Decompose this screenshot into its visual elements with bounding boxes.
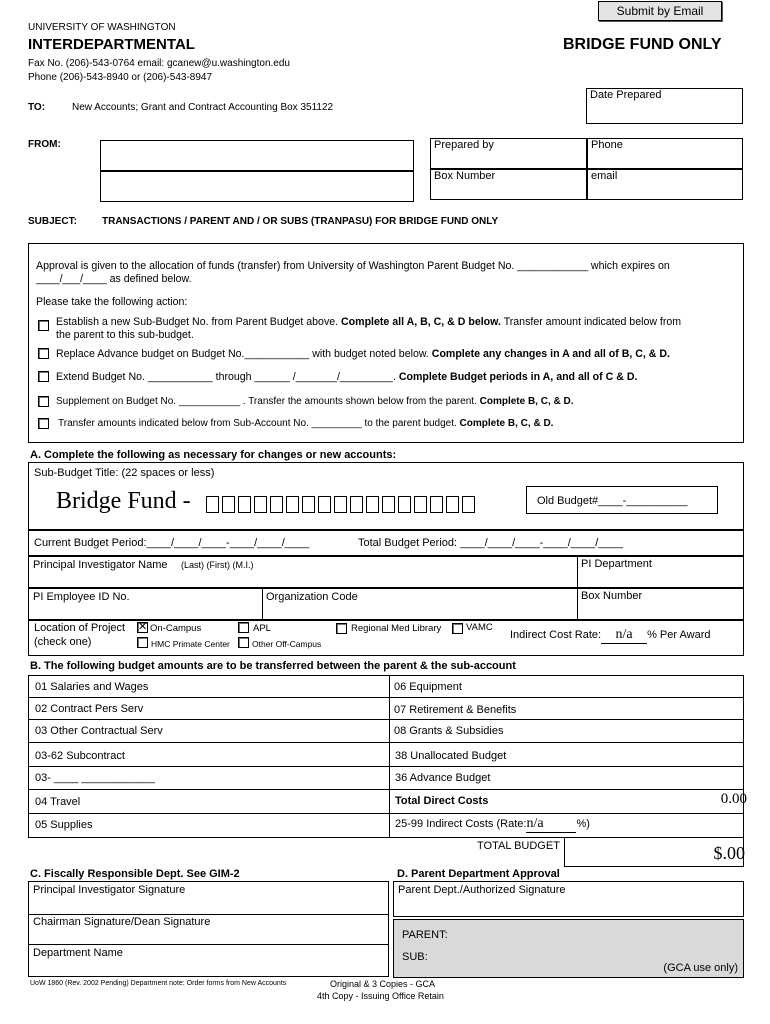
- budget-left-label: 04 Travel: [35, 796, 81, 808]
- gca-use-box: [393, 919, 744, 978]
- budget-right-cell[interactable]: [389, 766, 744, 790]
- date-prepared-field[interactable]: [586, 88, 743, 124]
- pi-signature-label: Principal Investigator Signature: [33, 884, 186, 896]
- total-direct-costs-label: Total Direct Costs: [395, 795, 489, 807]
- approval-line1: Approval is given to the allocation of funds (transfer) from University of Washington Parent Budget No. ____________ which expires on: [36, 260, 670, 272]
- budget-right-cell[interactable]: [389, 719, 744, 743]
- section-a-title: A. Complete the following as necessary for changes or new accounts:: [30, 449, 397, 461]
- hmc-checkbox[interactable]: [137, 637, 148, 648]
- action-extend-text: [56, 371, 637, 383]
- parent-signature-field[interactable]: [393, 881, 744, 917]
- action-establish-c: Transfer amount indicated below from: [500, 316, 682, 328]
- chairman-signature-label: Chairman Signature/Dean Signature: [33, 916, 211, 928]
- action-establish-a: Establish a new Sub-Budget No. from Parent Budget above.: [56, 316, 342, 328]
- pi-department-label: PI Department: [581, 558, 652, 570]
- sub-budget-title-label: Sub-Budget Title: (22 spaces or less): [34, 467, 215, 479]
- to-value: New Accounts; Grant and Contract Accounting Box 351122: [72, 102, 334, 113]
- email-field[interactable]: [587, 169, 743, 200]
- char-box[interactable]: [398, 496, 411, 513]
- sub-budget-char-boxes[interactable]: [206, 496, 476, 513]
- action-extend-b: Complete Budget periods in A, and all of C & D.: [398, 371, 638, 383]
- indirect-costs-rate[interactable]: n/a: [526, 816, 576, 833]
- char-box[interactable]: [206, 496, 219, 513]
- char-box[interactable]: [302, 496, 315, 513]
- action-establish-text-2: the parent to this sub-budget.: [56, 329, 194, 341]
- action-supplement-text: [56, 396, 574, 407]
- budget-left-cell[interactable]: [28, 675, 390, 698]
- action-replace-a: Replace Advance budget on Budget No.___________ with budget noted below.: [56, 348, 432, 360]
- budget-right-cell[interactable]: [389, 697, 744, 720]
- budget-right-cell[interactable]: [389, 742, 744, 767]
- action-establish-b: Complete all A, B, C, & D below.: [341, 316, 501, 328]
- char-box[interactable]: [222, 496, 235, 513]
- char-box[interactable]: [254, 496, 267, 513]
- action-replace-b: Complete any changes in A and all of B, C, & D.: [431, 348, 670, 360]
- action-supplement-checkbox[interactable]: [38, 396, 49, 407]
- submit-by-email-button[interactable]: Submit by Email: [598, 1, 722, 21]
- total-direct-costs-cell[interactable]: [389, 789, 747, 814]
- regional-med-label: Regional Med Library: [351, 623, 442, 634]
- vamc-label: VAMC: [466, 622, 493, 633]
- budget-left-cell[interactable]: [28, 789, 390, 814]
- char-box[interactable]: [430, 496, 443, 513]
- char-box[interactable]: [462, 496, 475, 513]
- to-label: TO:: [28, 102, 46, 113]
- current-budget-period[interactable]: Current Budget Period:____/____/____-____/____/____: [34, 537, 310, 549]
- indirect-cost-value[interactable]: n/a: [601, 627, 647, 644]
- total-budget-value: $.00: [713, 843, 745, 863]
- gca-parent-label: PARENT:: [402, 929, 448, 941]
- on-campus-label: On-Campus: [150, 623, 202, 634]
- old-budget-label: Old Budget#____-__________: [537, 495, 688, 507]
- budget-left-cell[interactable]: [28, 697, 390, 720]
- budget-left-label: 02 Contract Pers Serv: [35, 703, 144, 715]
- pi-department-field[interactable]: [577, 556, 744, 588]
- box-number-label: Box Number: [434, 170, 496, 182]
- fax-line: Fax No. (206)-543-0764 email: gcanew@u.washington.edu: [28, 58, 290, 69]
- org-code-label: Organization Code: [266, 591, 358, 603]
- indirect-costs-cell[interactable]: [389, 813, 744, 838]
- apl-checkbox[interactable]: [238, 622, 249, 633]
- char-box[interactable]: [318, 496, 331, 513]
- date-prepared-label: Date Prepared: [590, 89, 662, 101]
- from-label: FROM:: [28, 139, 61, 150]
- section-d-title: D. Parent Department Approval: [397, 868, 560, 880]
- university-name: UNIVERSITY OF WASHINGTON: [28, 22, 176, 33]
- old-budget-field[interactable]: [526, 486, 718, 514]
- org-code-field[interactable]: [262, 588, 578, 620]
- gca-use-only-label: (GCA use only): [663, 962, 738, 974]
- phone-line: Phone (206)-543-8940 or (206)-543-8947: [28, 72, 213, 83]
- action-transfer-text: [58, 418, 553, 429]
- other-off-campus-label: Other Off-Campus: [252, 639, 322, 649]
- hmc-label: HMC Primate Center: [151, 639, 230, 649]
- box-number-field[interactable]: [430, 169, 587, 200]
- action-establish-checkbox[interactable]: [38, 320, 49, 331]
- char-box[interactable]: [414, 496, 427, 513]
- pi-employee-label: PI Employee ID No.: [33, 591, 130, 603]
- budget-right-label: 36 Advance Budget: [395, 772, 491, 784]
- budget-right-label: 06 Equipment: [394, 681, 462, 693]
- char-box[interactable]: [350, 496, 363, 513]
- budget-left-label: 03 Other Contractual Serv: [35, 725, 163, 737]
- indirect-cost-rate: [510, 627, 710, 644]
- parent-signature-label: Parent Dept./Authorized Signature: [398, 884, 566, 896]
- chairman-signature-field[interactable]: [28, 914, 389, 945]
- pi-name-field[interactable]: [28, 556, 578, 588]
- budget-left-cell[interactable]: [28, 813, 390, 838]
- char-box[interactable]: [286, 496, 299, 513]
- box-number-a-label: Box Number: [581, 590, 643, 602]
- copies-original: Original & 3 Copies - GCA: [330, 979, 436, 989]
- action-transfer-a: Transfer amounts indicated below from Sub-Account No. _________ to the parent budget.: [58, 418, 460, 429]
- regional-med-checkbox[interactable]: [336, 623, 347, 634]
- subject-value: TRANSACTIONS / PARENT AND / OR SUBS (TRANPASU) FOR BRIDGE FUND ONLY: [102, 216, 499, 227]
- indirect-costs-text: [395, 816, 590, 833]
- char-box[interactable]: [382, 496, 395, 513]
- budget-left-label: 03- ____ ____________: [35, 772, 155, 784]
- form-number: UoW 1860 (Rev. 2002 Pending) Department note: Order forms from New Accounts: [30, 980, 287, 987]
- department-name-field[interactable]: [28, 944, 389, 977]
- department-name-label: Department Name: [33, 947, 123, 959]
- prepared-by-label: Prepared by: [434, 139, 494, 151]
- action-replace-checkbox[interactable]: [38, 348, 49, 359]
- vamc-checkbox[interactable]: [452, 623, 463, 634]
- subject-label: SUBJECT:: [28, 216, 77, 227]
- char-box[interactable]: [238, 496, 251, 513]
- indirect-costs-label: 25-99 Indirect Costs (Rate:: [395, 818, 527, 830]
- budget-left-cell[interactable]: [28, 742, 390, 767]
- char-box[interactable]: [334, 496, 347, 513]
- box-number-a-field[interactable]: [577, 588, 744, 620]
- budget-left-label: 03-62 Subcontract: [35, 750, 125, 762]
- phone-label: Phone: [591, 139, 623, 151]
- action-extend-a: Extend Budget No. ___________ through ______ /_______/_________.: [56, 371, 399, 383]
- on-campus-checkbox[interactable]: [137, 622, 148, 633]
- pi-name-label: Principal Investigator Name: [33, 559, 168, 571]
- budget-right-label: 38 Unallocated Budget: [395, 750, 507, 762]
- sub-budget-title-value[interactable]: Bridge Fund -: [56, 488, 191, 514]
- action-replace-text: [56, 348, 670, 360]
- form-title: INTERDEPARTMENTAL: [28, 36, 195, 53]
- total-budget-label: TOTAL BUDGET: [477, 840, 560, 852]
- location-label: Location of Project: [34, 622, 126, 634]
- phone-field[interactable]: [587, 138, 743, 169]
- budget-right-label: 07 Retirement & Benefits: [394, 704, 517, 716]
- budget-right-label: 08 Grants & Subsidies: [394, 725, 504, 737]
- gca-sub-label: SUB:: [402, 951, 428, 963]
- prepared-by-field[interactable]: [430, 138, 587, 169]
- char-box[interactable]: [270, 496, 283, 513]
- action-transfer-checkbox[interactable]: [38, 418, 49, 429]
- budget-left-cell[interactable]: [28, 766, 390, 790]
- indirect-cost-label: Indirect Cost Rate:: [510, 629, 602, 641]
- location-check-one: (check one): [34, 636, 92, 648]
- pi-signature-field[interactable]: [28, 881, 389, 915]
- budget-left-label: 01 Salaries and Wages: [35, 681, 149, 693]
- total-budget-field[interactable]: [564, 837, 744, 867]
- char-box[interactable]: [446, 496, 459, 513]
- indirect-cost-suffix: % Per Award: [647, 629, 711, 641]
- total-direct-costs-value: 0.00: [720, 791, 747, 807]
- action-supplement-b: Complete B, C, & D.: [479, 396, 574, 407]
- action-supplement-a: Supplement on Budget No. ___________ . Transfer the amounts shown below from the parent.: [56, 396, 480, 407]
- action-transfer-b: Complete B, C, & D.: [459, 418, 554, 429]
- pi-name-hint: (Last) (First) (M.I.): [181, 560, 254, 570]
- char-box[interactable]: [366, 496, 379, 513]
- section-b-title: B. The following budget amounts are to be transferred between the parent & the sub-account: [30, 660, 516, 672]
- bridge-fund-heading: BRIDGE FUND ONLY: [563, 36, 722, 53]
- from-field-2[interactable]: [100, 171, 414, 202]
- copies-fourth: 4th Copy - Issuing Office Retain: [317, 991, 444, 1001]
- other-off-campus-checkbox[interactable]: [238, 637, 249, 648]
- action-extend-checkbox[interactable]: [38, 371, 49, 382]
- budget-left-label: 05 Supplies: [35, 819, 93, 831]
- from-field-1[interactable]: [100, 140, 414, 171]
- section-c-title: C. Fiscally Responsible Dept. See GIM-2: [30, 868, 240, 880]
- email-label: email: [591, 170, 618, 182]
- indirect-costs-close: %): [576, 818, 590, 830]
- budget-left-cell[interactable]: [28, 719, 390, 743]
- total-budget-period[interactable]: Total Budget Period: ____/____/____-____/____/____: [358, 537, 623, 549]
- please-take-action: Please take the following action:: [36, 296, 188, 308]
- action-establish-text: [56, 316, 681, 328]
- approval-line2: ____/___/____ as defined below.: [36, 273, 192, 285]
- pi-employee-field[interactable]: [28, 588, 263, 620]
- budget-right-cell[interactable]: [389, 675, 744, 698]
- apl-label: APL: [253, 623, 271, 634]
